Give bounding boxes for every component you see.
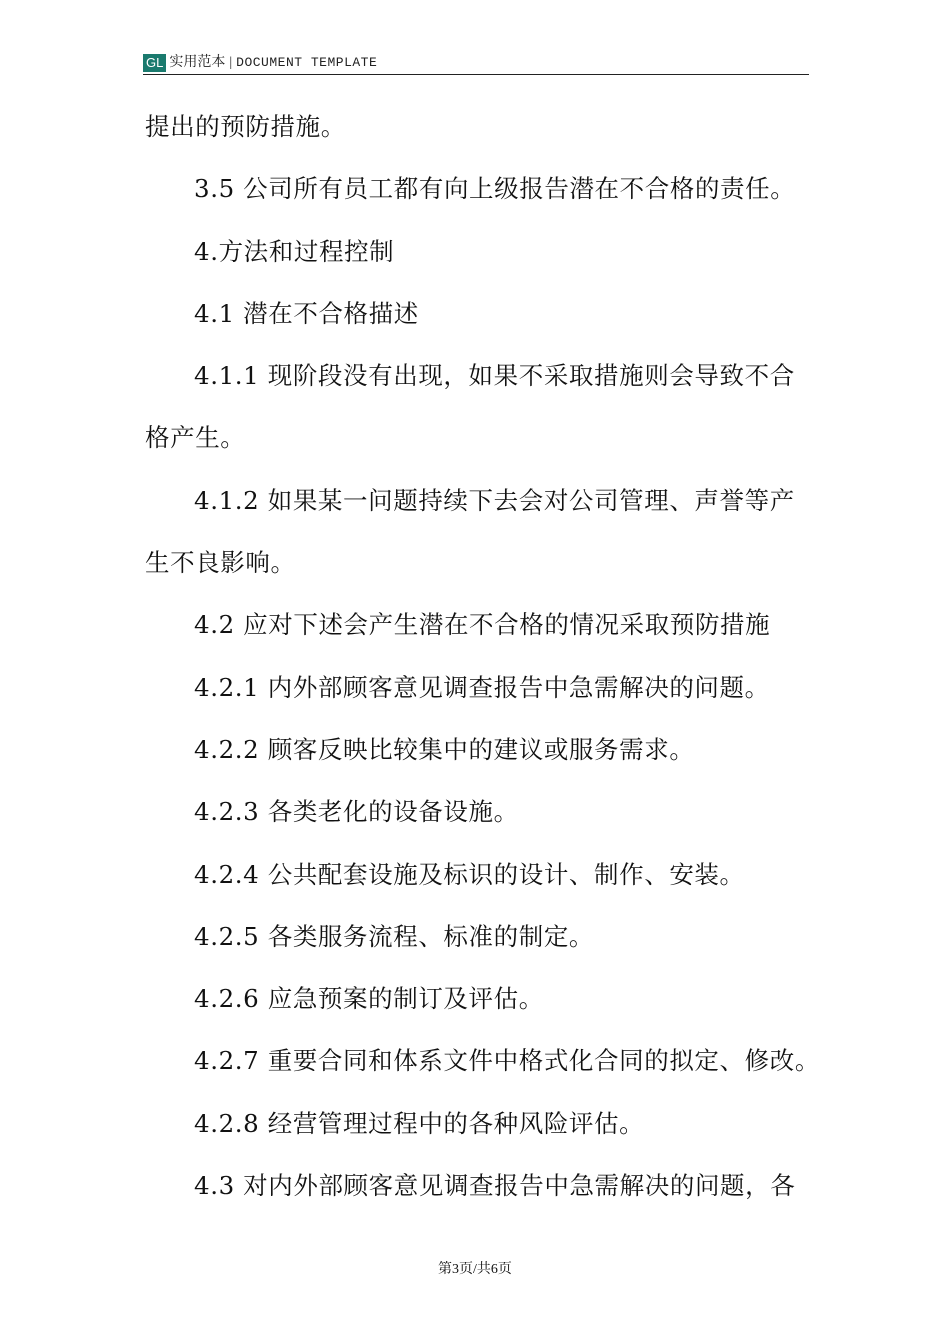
body-line: 4.2.5 各类服务流程、标准的制定。: [194, 921, 595, 951]
body-line: 4.2.1 内外部顾客意见调查报告中急需解决的问题。: [194, 672, 770, 702]
body-line: 4.1.2 如果某一问题持续下去会对公司管理、声誉等产: [194, 485, 795, 515]
body-line: 4.2.3 各类老化的设备设施。: [194, 797, 519, 827]
body-line: 4.2.7 重要合同和体系文件中格式化合同的拟定、修改。: [194, 1046, 820, 1076]
page-number: 第3页/共6页: [438, 1262, 512, 1277]
body-line: 4.2.4 公共配套设施及标识的设计、制作、安装。: [194, 859, 745, 889]
body-line: 4.2.8 经营管理过程中的各种风险评估。: [194, 1108, 645, 1138]
subsection-heading: 4.2 应对下述会产生潜在不合格的情况采取预防措施: [194, 610, 771, 640]
body-line: 3.5 公司所有员工都有向上级报告潜在不合格的责任。: [194, 174, 796, 204]
body-line: 格产生。: [145, 423, 246, 453]
body-line: 4.2.6 应急预案的制订及评估。: [194, 984, 544, 1014]
body-line: 4.1.1 现阶段没有出现，如果不采取措施则会导致不合: [194, 361, 795, 391]
header-separator: |: [229, 55, 233, 70]
section-heading: 4.方法和过程控制: [194, 236, 395, 266]
body-line: 4.2.2 顾客反映比较集中的建议或服务需求。: [194, 734, 695, 764]
header-title: 实用范本: [169, 55, 226, 70]
body-line: 4.3 对内外部顾客意见调查报告中急需解决的问题，各: [194, 1171, 796, 1201]
logo-badge: GL: [143, 54, 166, 72]
header-subtitle: DOCUMENT TEMPLATE: [236, 55, 378, 70]
document-body: [145, 96, 820, 1217]
body-line: 提出的预防措施。: [145, 112, 346, 141]
subsection-heading: 4.1 潜在不合格描述: [194, 298, 419, 328]
page-header: [143, 52, 809, 75]
body-line: 生不良影响。: [145, 548, 296, 578]
